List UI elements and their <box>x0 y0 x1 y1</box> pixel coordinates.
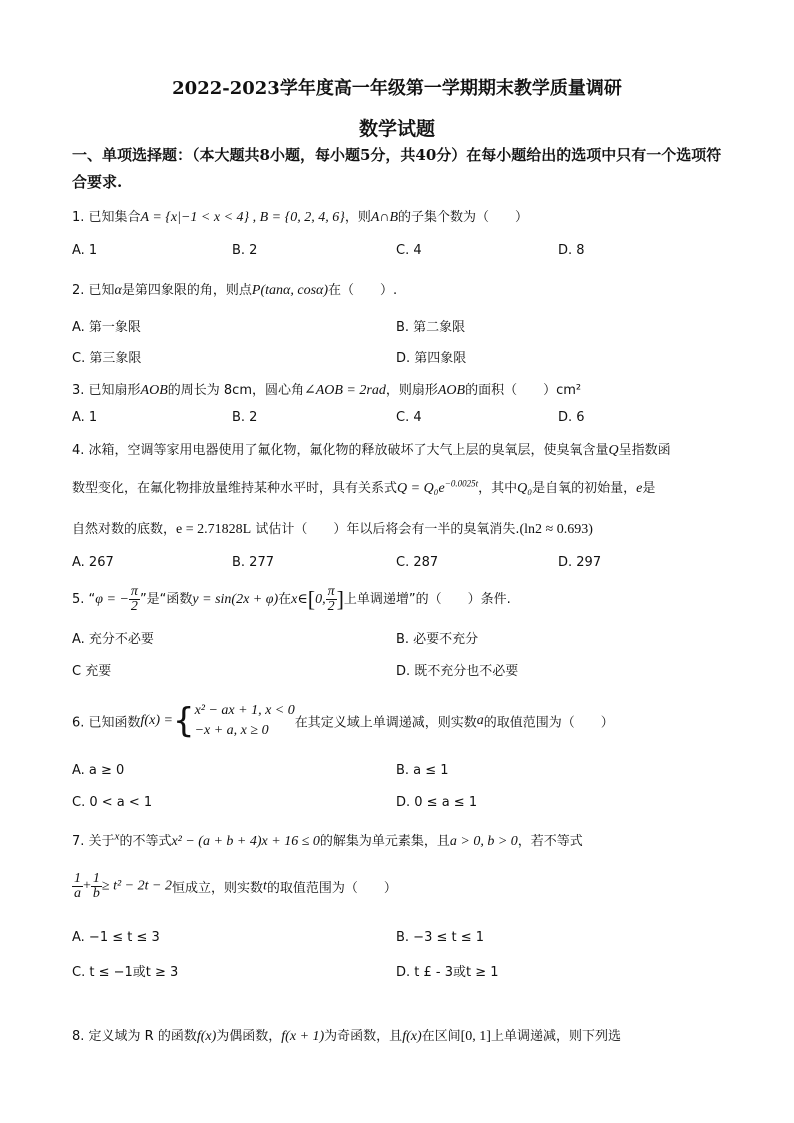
q6-case-2: −x + a, x ≥ 0 <box>194 723 269 738</box>
q7-text-1a: 7. 关于 <box>72 834 115 849</box>
q4-math-q: Q <box>608 443 619 458</box>
q4-math-e: e <box>636 481 643 496</box>
q6-option-b: B. a ≤ 1 <box>396 763 449 778</box>
q2-option-d: D. 第四象限 <box>396 351 467 366</box>
section-heading: 一、单项选择题：（本大题共8小题，每小题5分，共40分）在每小题给出的选项中只有一个选项符合要求. <box>72 146 722 191</box>
q5-math-x-in: x∈ <box>291 592 308 607</box>
question-4-line-1 <box>72 439 671 459</box>
q4-option-a: A. 267 <box>72 555 114 570</box>
q2-math-alpha: α <box>114 283 122 298</box>
q2-text: 是第四象限的角，则点 <box>121 283 252 298</box>
question-7-line-1 <box>72 830 583 850</box>
q6-lead: 6. 已知函数 <box>72 715 141 731</box>
exam-subtitle: 数学试题 <box>358 118 435 140</box>
q6-option-c: C. 0 < a < 1 <box>72 795 153 810</box>
q8-math-interval: [0, 1] <box>460 1029 491 1044</box>
q6-option-d: D. 0 ≤ a ≤ 1 <box>396 795 478 810</box>
q5-frac-den: 2 <box>130 599 138 614</box>
q1-math-intersection: A∩B <box>370 210 399 225</box>
q7-fraction-1-a <box>72 872 83 901</box>
q7-math-ab: a > 0, b > 0 <box>449 834 518 849</box>
q3-text: 的周长为 8cm，圆心角 <box>167 383 304 398</box>
q1-text-end: 的子集个数为（ ） <box>398 210 529 225</box>
question-3 <box>72 379 581 399</box>
q4-text-2b: ，其中 <box>478 481 518 496</box>
q4-option-d: D. 297 <box>558 555 602 570</box>
q5-fraction-pi-2 <box>129 585 140 614</box>
q6-cases <box>195 701 295 741</box>
q4-math-q0: Q₀ <box>517 481 533 496</box>
exam-title: 2022-2023学年度高一年级第一学期期末教学质量调研 <box>172 78 622 99</box>
q6-math-fx: f(x) = <box>140 713 173 728</box>
q7-math-inequality: x² − (a + b + 4)x + 16 ≤ 0 <box>171 834 320 849</box>
q4-text-1b: 呈指数函 <box>618 443 671 458</box>
q1-math-sets: A = {x|−1 < x < 4} , B = {0, 2, 4, 6} <box>140 210 345 225</box>
q6-text-end: 的取值范围为（ ） <box>483 715 614 731</box>
q8-math-fx: f(x) <box>196 1029 217 1044</box>
q2-text-end: 在（ ）. <box>328 283 398 298</box>
q4-math-ln2: (ln2 ≈ 0.693) <box>519 522 593 537</box>
q4-text-3a: 自然对数的底数， <box>72 522 177 537</box>
q5-frac-num: π <box>130 584 138 599</box>
q4-math-e-value: e = 2.71828L <box>176 522 252 537</box>
q4-math-formula: Q = Q₀e <box>397 481 445 496</box>
question-1 <box>72 206 528 226</box>
q7-text-1d: ，若不等式 <box>517 834 583 849</box>
q3-text-2: ，则扇形 <box>385 383 438 398</box>
q6-case-1: x² − ax + 1, x < 0 <box>194 703 295 718</box>
q7-option-d: D. t £ - 3或t ≥ 1 <box>396 965 499 980</box>
q7-text-2b: 恒成立，则实数 <box>171 881 263 896</box>
q3-option-c: C. 4 <box>396 410 422 425</box>
q7-option-c: C. t ≤ −1或t ≥ 3 <box>72 965 179 980</box>
question-4-line-3 <box>72 518 593 538</box>
q1-option-d: D. 8 <box>558 243 585 258</box>
q5-interval-start: 0, <box>315 592 326 607</box>
q6-brace: { <box>172 701 195 741</box>
q1-option-b: B. 2 <box>232 243 258 258</box>
q8-text-3: 在区间 <box>421 1029 461 1044</box>
q7-option-a: A. −1 ≤ t ≤ 3 <box>72 930 160 945</box>
q5-math-function: y = sin(2x + φ) <box>192 592 279 607</box>
q4-text-2c: 是自氧的初始量， <box>532 481 637 496</box>
q5-bracket-left: [ <box>307 586 316 612</box>
q4-text-2a: 数型变化，在氟化物排放量维持某种水平时，具有关系式 <box>72 481 398 496</box>
q6-option-a: A. a ≥ 0 <box>72 763 125 778</box>
q7-text-1c: 的解集为单元素集，且 <box>319 834 450 849</box>
q1-text: ，则 <box>344 210 371 225</box>
q3-option-d: D. 6 <box>558 410 585 425</box>
q3-math-angle: ∠AOB = 2rad <box>303 383 386 398</box>
q1-option-c: C. 4 <box>396 243 422 258</box>
q5-option-b: B. 必要不充分 <box>396 632 479 647</box>
q3-option-a: A. 1 <box>72 410 98 425</box>
q5-option-a: A. 充分不必要 <box>72 632 154 647</box>
q5-int-den: 2 <box>327 599 335 614</box>
q7-math-x: x <box>114 830 120 843</box>
q7-text-2c: 的取值范围为（ ） <box>266 881 397 896</box>
q7-f2-den: b <box>92 886 100 901</box>
q2-lead: 2. 已知 <box>72 283 115 298</box>
q5-lead: 5. “ <box>72 592 96 607</box>
question-6 <box>72 701 614 741</box>
q5-text-2: 在 <box>278 592 292 607</box>
q8-text-2: 为奇函数，且 <box>324 1029 403 1044</box>
q2-option-a: A. 第一象限 <box>72 320 141 335</box>
q6-math-a: a <box>476 713 484 728</box>
q8-lead: 8. 定义域为 R 的函数 <box>72 1029 197 1044</box>
q7-text-1b: 的不等式 <box>119 834 172 849</box>
q3-option-b: B. 2 <box>232 410 258 425</box>
q7-f1-num: 1 <box>74 871 81 886</box>
q4-option-b: B. 277 <box>232 555 274 570</box>
q3-math-sector-2: AOB <box>437 383 466 398</box>
q5-text-end: 上单调递增”的（ ）条件. <box>343 592 511 607</box>
q7-plus: + <box>83 878 91 894</box>
q4-text-2d: 是 <box>642 481 656 496</box>
q4-option-c: C. 287 <box>396 555 439 570</box>
q8-text: 为偶函数， <box>216 1029 282 1044</box>
q7-f2-num: 1 <box>92 871 100 886</box>
q5-interval-fraction <box>326 585 337 614</box>
q5-option-c: C 充要 <box>72 664 112 679</box>
q3-math-sector: AOB <box>140 383 168 398</box>
q7-math-t: t <box>262 878 267 894</box>
q3-lead: 3. 已知扇形 <box>72 383 141 398</box>
q6-text: 在其定义域上单调递减，则实数 <box>294 715 477 731</box>
q4-text-3b: 试估计（ ）年以后将会有一半的臭氧消失. <box>251 522 520 537</box>
q5-text: ”是“函数 <box>139 592 193 607</box>
q2-option-c: C. 第三象限 <box>72 351 142 366</box>
q5-option-d: D. 既不充分也不必要 <box>396 664 519 679</box>
q1-option-a: A. 1 <box>72 243 98 258</box>
q5-int-num: π <box>327 584 335 599</box>
question-5 <box>72 585 511 614</box>
q8-math-fx-2: f(x) <box>402 1029 422 1044</box>
question-4-line-2 <box>72 477 655 497</box>
q7-math-rhs: ≥ t² − 2t − 2 <box>101 878 172 894</box>
question-8 <box>72 1025 621 1045</box>
question-7-line-2 <box>72 872 397 901</box>
q2-math-point: P(tanα, cosα) <box>251 283 329 298</box>
q7-fraction-1-b <box>91 872 102 901</box>
q5-math-phi: φ = − <box>95 592 129 607</box>
q8-text-end: 上单调递减，则下列选 <box>490 1029 621 1044</box>
q5-bracket-right: ] <box>336 586 344 612</box>
q8-math-fx1: f(x + 1) <box>281 1029 325 1044</box>
q4-math-exponent: −0.0025t <box>444 478 479 489</box>
q1-lead: 1. 已知集合 <box>72 210 141 225</box>
q3-text-end: 的面积（ ）cm² <box>465 383 582 398</box>
question-2 <box>72 279 397 299</box>
q2-option-b: B. 第二象限 <box>396 320 466 335</box>
q4-text-1a: 4. 冰箱，空调等家用电器使用了氟化物，氟化物的释放破坏了大气上层的臭氧层，使臭氧含量 <box>72 443 609 458</box>
q7-f1-den: a <box>74 886 81 901</box>
q7-option-b: B. −3 ≤ t ≤ 1 <box>396 930 485 945</box>
